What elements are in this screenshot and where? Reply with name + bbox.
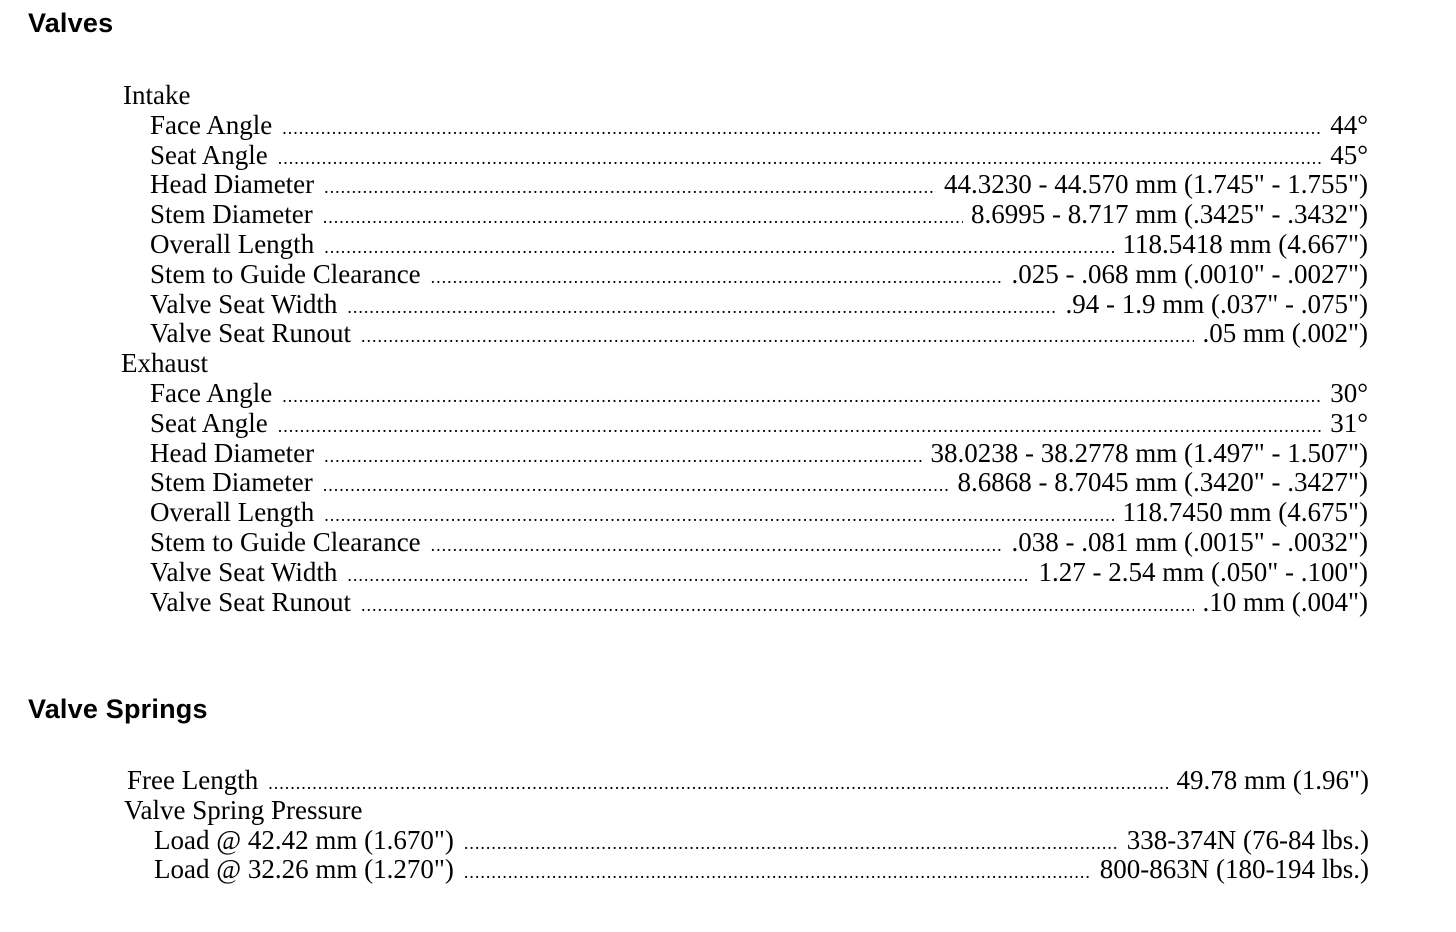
load-42-row [154,826,1369,856]
spec-label: Face Angle [150,377,273,408]
spec-value: 8.6995 - 8.717 mm (.3425" - .3432") [970,199,1368,230]
spec-value: 45° [1330,139,1368,170]
dot-leader [324,173,936,203]
dot-leader [464,858,1092,888]
spec-value: .94 - 1.9 mm (.037" - .075") [1065,288,1368,319]
dot-leader [324,501,1114,531]
spec-value: 31° [1330,407,1368,438]
intake-label: Intake [123,80,191,110]
dot-leader [324,233,1114,263]
exhaust-stem-diameter-row [150,468,1368,498]
dot-leader [431,263,1004,293]
exhaust-seat-angle-row [150,409,1368,439]
spec-label: Valve Seat Width [150,288,338,319]
spec-label: Overall Length [150,228,315,259]
valves-spec-block [123,81,1368,617]
dot-leader [361,591,1195,621]
intake-seat-angle-row [150,141,1368,171]
spec-value: .05 mm (.002") [1202,318,1368,349]
intake-face-angle-row [150,111,1368,141]
spec-label: Valve Seat Runout [150,318,351,349]
exhaust-head-diameter-row [150,439,1368,469]
intake-stem-diameter-row [150,200,1368,230]
intake-head-diameter-row [150,170,1368,200]
valve-springs-spec-block [124,765,1369,885]
spec-value: .025 - .068 mm (.0010" - .0027") [1011,258,1368,289]
exhaust-label: Exhaust [121,348,208,379]
valve-spring-pressure-label: Valve Spring Pressure [124,794,363,825]
spec-value: 44.3230 - 44.570 mm (1.745" - 1.755") [943,169,1368,200]
spec-value: 800-863N (180-194 lbs.) [1099,854,1369,885]
spec-value: 49.78 mm (1.96") [1176,765,1369,795]
spec-value: 38.0238 - 38.2778 mm (1.497" - 1.507") [930,437,1368,468]
spec-value: 30° [1330,377,1368,408]
spec-label: Seat Angle [150,407,268,438]
dot-leader [323,203,963,233]
dot-leader [323,471,950,501]
dot-leader [464,829,1119,859]
dot-leader [347,561,1030,591]
spec-label: Stem Diameter [150,199,313,230]
dot-leader [431,531,1004,561]
spec-label: Stem to Guide Clearance [150,526,421,557]
dot-leader [361,322,1195,352]
spec-label: Seat Angle [150,139,268,170]
free-length-row [127,766,1369,796]
intake-stem-guide-clearance-row [150,260,1368,290]
spec-value: 44° [1330,109,1368,140]
spec-label: Head Diameter [150,437,315,468]
spec-label: Face Angle [150,109,273,140]
dot-leader [282,114,1322,144]
spec-label: Load @ 42.42 mm (1.670") [154,824,454,855]
spec-label: Free Length [127,765,259,795]
valve-springs-heading: Valve Springs [28,694,208,724]
load-32-row [154,855,1369,885]
intake-valve-seat-width-row [150,290,1368,320]
spec-value: .038 - .081 mm (.0015" - .0032") [1011,526,1368,557]
spec-label: Stem Diameter [150,467,313,498]
dot-leader [347,293,1057,323]
exhaust-valve-seat-width-row [150,558,1368,588]
spec-label: Stem to Guide Clearance [150,258,421,289]
exhaust-stem-guide-clearance-row [150,528,1368,558]
valves-heading: Valves [28,8,114,38]
spec-label: Load @ 32.26 mm (1.270") [154,854,454,885]
exhaust-valve-seat-runout-row [150,588,1368,618]
intake-valve-seat-runout-row [150,319,1368,349]
spec-value: 1.27 - 2.54 mm (.050" - .100") [1038,556,1368,587]
spec-label: Valve Seat Runout [150,586,351,617]
dot-leader [282,382,1322,412]
spec-value: 118.5418 mm (4.667") [1122,228,1368,259]
spec-label: Overall Length [150,497,315,528]
dot-leader [268,769,1168,799]
exhaust-face-angle-row [150,379,1368,409]
exhaust-overall-length-row [150,498,1368,528]
spec-value: 118.7450 mm (4.675") [1122,497,1368,528]
spec-value: 338-374N (76-84 lbs.) [1126,824,1369,855]
spec-label: Head Diameter [150,169,315,200]
spec-value: .10 mm (.004") [1202,586,1368,617]
dot-leader [324,442,922,472]
spec-value: 8.6868 - 8.7045 mm (.3420" - .3427") [957,467,1368,498]
intake-overall-length-row [150,230,1368,260]
spec-label: Valve Seat Width [150,556,338,587]
